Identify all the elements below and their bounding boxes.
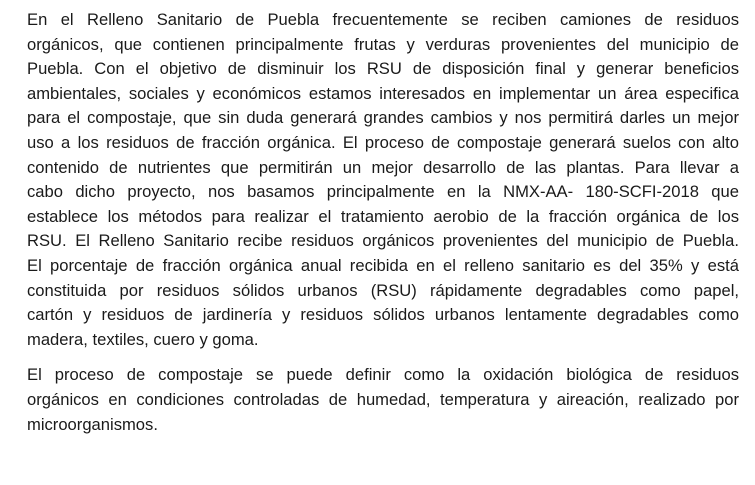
text-line: RSU. El Relleno Sanitario recibe residuos orgánicos provenientes del municipio de Puebla. [27,231,739,251]
text-line: Puebla. Con el objetivo de disminuir los RSU de disposición final y generar beneficios [27,59,739,79]
document-body [27,8,739,437]
paragraph-1 [27,8,739,352]
text-line: establece los métodos para realizar el tratamiento aerobio de la fracción orgánica de los [27,206,739,226]
text-line: constituida por residuos sólidos urbanos (RSU) rápidamente degradables como papel, [27,280,739,300]
paragraph-2 [27,363,739,437]
text-line: para el compostaje, que sin duda generará grandes cambios y nos permitirá darles un mejor [27,108,739,128]
text-line: microorganismos. [27,414,158,434]
text-line: cartón y residuos de jardinería y residuos sólidos urbanos lentamente degradables como [27,305,739,325]
text-line: ambientales, sociales y económicos estamos interesados en implementar un área especifica [27,83,739,103]
text-line: El proceso de compostaje se puede definir como la oxidación biológica de residuos [27,365,739,385]
text-line: contenido de nutrientes que permitirán un mejor desarrollo de las plantas. Para llevar a [27,157,739,177]
text-line: El porcentaje de fracción orgánica anual recibida en el relleno sanitario es del 35% y está [27,255,739,275]
text-line: En el Relleno Sanitario de Puebla frecuentemente se reciben camiones de residuos [27,10,739,29]
text-line: madera, textiles, cuero y goma. [27,329,259,349]
text-line: uso a los residuos de fracción orgánica. El proceso de compostaje generará suelos con alto [27,132,739,152]
text-line: orgánicos en condiciones controladas de humedad, temperatura y aireación, realizado por [27,389,739,409]
text-line: cabo dicho proyecto, nos basamos principalmente en la NMX-AA- 180-SCFI-2018 que [27,182,739,202]
text-line: orgánicos, que contienen principalmente frutas y verduras provenientes del municipio de [27,34,739,54]
